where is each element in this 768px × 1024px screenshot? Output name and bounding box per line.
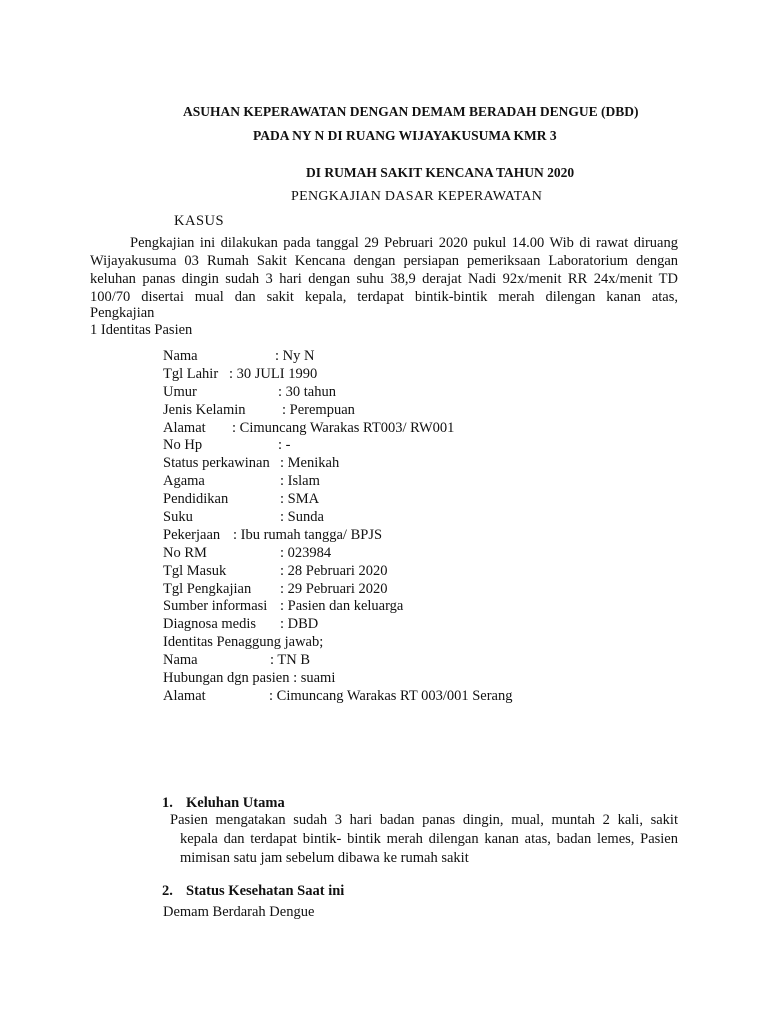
id-row bbox=[163, 401, 355, 420]
id-value: : Menikah bbox=[280, 455, 340, 472]
id-row bbox=[163, 545, 335, 563]
id-label: Hubungan dgn pasien : suami bbox=[163, 670, 336, 687]
id-row bbox=[163, 652, 335, 670]
id-row bbox=[163, 634, 335, 652]
id-label: No Hp bbox=[163, 437, 203, 454]
kasus-line-2: Wijayakusuma 03 Rumah Sakit Kencana dengan persiapan pemeriksaan Laboratorium dengan bbox=[90, 253, 678, 269]
id-value: : Perempuan bbox=[282, 401, 355, 418]
id-label: Tgl Masuk bbox=[163, 562, 227, 579]
id-label: Diagnosa medis bbox=[163, 616, 257, 633]
id-label: Identitas Penaggung jawab; bbox=[163, 634, 324, 651]
id-value: : 28 Pebruari 2020 bbox=[280, 562, 388, 579]
id-value: : SMA bbox=[280, 491, 320, 508]
id-value: : Ny N bbox=[275, 348, 315, 364]
keluhan-line-2: kepala dan terdapat bintik- bintik merah dilengan kanan atas, badan lemes, Pasien bbox=[180, 831, 678, 847]
id-row bbox=[163, 491, 335, 509]
id-row bbox=[163, 562, 388, 581]
id-label: Suku bbox=[163, 509, 193, 526]
kasus-line-4: 100/70 disertai mual dan sakit kepala, terdapat bintik-bintik merah dilengan kanan atas, bbox=[90, 289, 678, 305]
id-value: : Islam bbox=[280, 473, 320, 490]
id-label: Alamat bbox=[163, 687, 206, 704]
id-label: Umur bbox=[163, 383, 197, 400]
id-row bbox=[163, 687, 513, 706]
id-row bbox=[163, 670, 335, 688]
id-row bbox=[163, 473, 335, 491]
id-row bbox=[163, 580, 388, 599]
id-row bbox=[163, 509, 335, 527]
id-label: Tgl Lahir bbox=[163, 365, 219, 382]
id-row bbox=[163, 348, 335, 366]
id-row bbox=[163, 526, 383, 545]
id-row bbox=[163, 616, 335, 634]
id-label: Sumber informasi bbox=[163, 598, 268, 615]
identitas-table bbox=[163, 348, 513, 706]
kasus-line-3: keluhan panas dingin sudah 3 hari dengan suhu 38,9 derajat Nadi 92x/menit RR 24x/menit TD bbox=[90, 271, 678, 287]
id-value: : DBD bbox=[280, 616, 319, 633]
id-label: Pendidikan bbox=[163, 491, 229, 508]
status-kesehatan-text: Demam Berdarah Dengue bbox=[163, 904, 315, 920]
id-value: : Ibu rumah tangga/ BPJS bbox=[233, 526, 383, 543]
section-number: 2. bbox=[162, 883, 173, 899]
title-line-1: ASUHAN KEPERAWATAN DENGAN DEMAM BERADAH DENGUE (DBD) bbox=[183, 104, 639, 119]
kasus-line-1: Pengkajian ini dilakukan pada tanggal 29 Pebruari 2020 pukul 14.00 Wib di rawat diruang bbox=[130, 235, 678, 251]
id-label: Status perkawinan bbox=[163, 455, 270, 472]
id-label: Pekerjaan bbox=[163, 526, 221, 543]
id-label: Tgl Pengkajian bbox=[163, 580, 252, 597]
id-label: Nama bbox=[163, 348, 198, 364]
id-value: : - bbox=[278, 437, 291, 454]
keluhan-line-3: mimisan satu jam sebelum dibawa ke rumah sakit bbox=[180, 850, 469, 866]
id-value: : Cimuncang Warakas RT003/ RW001 bbox=[232, 419, 455, 436]
id-row bbox=[163, 384, 335, 402]
id-value: : Pasien dan keluarga bbox=[280, 598, 404, 615]
id-row bbox=[163, 598, 404, 616]
section-number: 1. bbox=[162, 795, 173, 811]
id-value: : TN B bbox=[270, 652, 311, 669]
id-value: : Sunda bbox=[280, 509, 324, 526]
id-label: No RM bbox=[163, 544, 207, 561]
section-title: Keluhan Utama bbox=[186, 795, 285, 811]
id-label: Alamat bbox=[163, 419, 206, 436]
pengkajian-label: Pengkajian bbox=[90, 305, 155, 321]
kasus-paragraph bbox=[90, 234, 678, 306]
id-value: : 30 JULI 1990 bbox=[229, 365, 318, 382]
title-line-2: PADA NY N DI RUANG WIJAYAKUSUMA KMR 3 bbox=[253, 128, 557, 143]
kasus-label: KASUS bbox=[174, 213, 225, 229]
id-value: : 023984 bbox=[280, 544, 332, 561]
id-label: Nama bbox=[163, 652, 198, 669]
status-kesehatan-heading bbox=[162, 883, 344, 900]
id-value: : 30 tahun bbox=[278, 383, 336, 400]
keluhan-utama-paragraph bbox=[170, 811, 678, 868]
section-title: Status Kesehatan Saat ini bbox=[186, 883, 345, 899]
id-value: : Cimuncang Warakas RT 003/001 Serang bbox=[269, 687, 513, 704]
id-label: Agama bbox=[163, 473, 205, 490]
id-row bbox=[163, 366, 335, 384]
id-row bbox=[163, 419, 455, 438]
title-line-3: DI RUMAH SAKIT KENCANA TAHUN 2020 bbox=[306, 165, 575, 180]
id-label: Jenis Kelamin bbox=[163, 401, 246, 418]
keluhan-line-1: Pasien mengatakan sudah 3 hari badan panas dingin, mual, muntah 2 kali, sakit bbox=[170, 812, 678, 828]
id-row bbox=[163, 455, 340, 473]
id-row bbox=[163, 437, 335, 455]
title-line-4: PENGKAJIAN DASAR KEPERAWATAN bbox=[291, 189, 543, 204]
keluhan-utama-heading bbox=[162, 795, 285, 812]
id-value: : 29 Pebruari 2020 bbox=[280, 580, 388, 597]
identitas-heading: 1 Identitas Pasien bbox=[90, 322, 193, 338]
